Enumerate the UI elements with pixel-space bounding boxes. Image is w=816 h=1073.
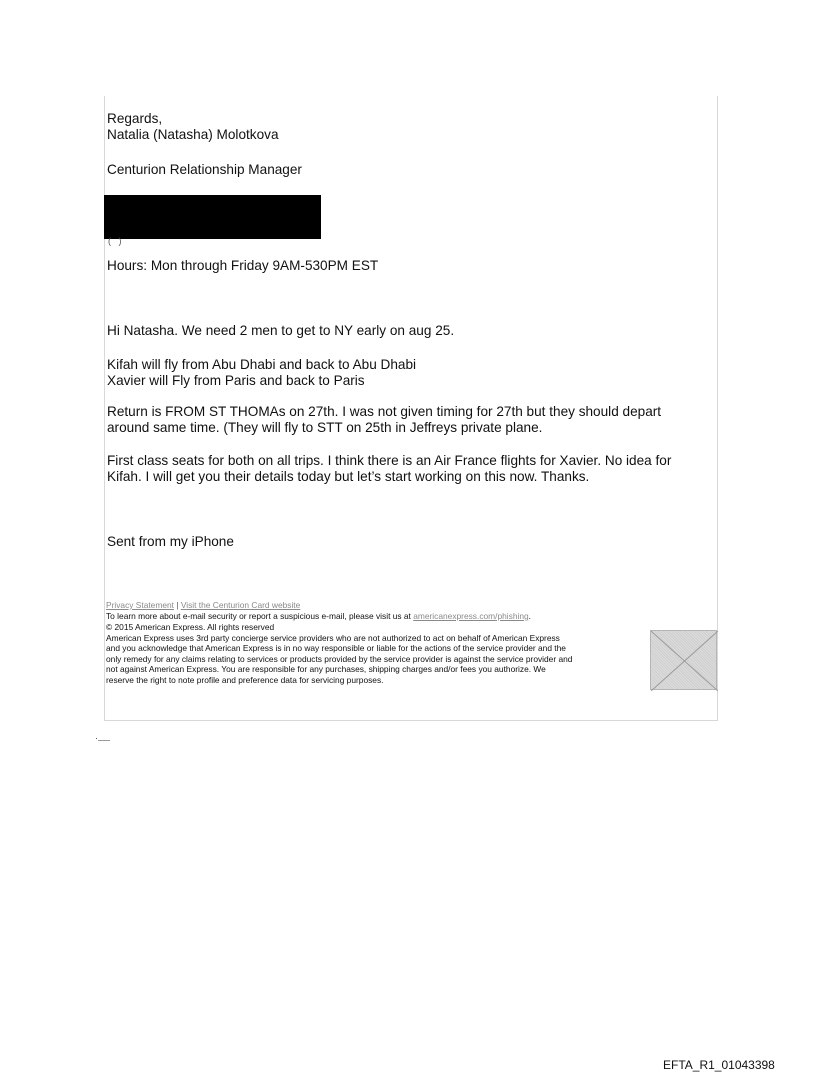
body-return-1: Return is FROM ST THOMAs on 27th. I was not given timing for 27th but they should depart [107, 404, 662, 419]
signature-hours: Hours: Mon through Friday 9AM-530PM EST [107, 258, 379, 273]
broken-image-placeholder [650, 630, 717, 690]
phishing-link[interactable]: americanexpress.com/phishing [413, 611, 529, 621]
redaction-box [104, 195, 321, 239]
signature-closing: Regards, [107, 111, 163, 126]
disclaimer-line: not against American Express. You are responsible for any purchases, shipping charges and/or fees you authorize. We [106, 664, 546, 674]
disclaimer-line: American Express uses 3rd party concierge service providers who are not authorized to act on behalf of American Express [106, 633, 560, 643]
disclaimer-line: reserve the right to note profile and preference data for servicing purposes. [106, 675, 384, 685]
document-id: EFTA_R1_01043398 [663, 1058, 775, 1072]
footer-links [106, 600, 300, 611]
signature-title: Centurion Relationship Manager [107, 162, 302, 177]
privacy-statement-link[interactable]: Privacy Statement [106, 600, 174, 610]
security-text: To learn more about e-mail security or report a suspicious e-mail, please visit us at [106, 611, 414, 621]
footer-copyright: © 2015 American Express. All rights reserved [106, 622, 275, 632]
body-seats-2: Kifah. I will get you their details today but let’s start working on this now. Thanks. [107, 469, 590, 484]
security-suffix: . [528, 611, 531, 621]
body-xavier: Xavier will Fly from Paris and back to Paris [107, 373, 365, 388]
footer-security [106, 611, 531, 622]
broken-image-icon [651, 631, 718, 691]
body-seats-1: First class seats for both on all trips. I think there is an Air France flights for Xavier. No idea for [107, 453, 672, 468]
centurion-website-link[interactable]: Visit the Centurion Card website [180, 600, 301, 610]
sent-from: Sent from my iPhone [107, 534, 234, 549]
footer-separator: | [176, 600, 179, 610]
redaction-remnant: ( ) [108, 236, 122, 246]
stray-mark [96, 738, 110, 741]
body-return-2: around same time. (They will fly to STT on 25th in Jeffreys private plane. [107, 420, 543, 435]
body-greeting: Hi Natasha. We need 2 men to get to NY early on aug 25. [107, 323, 455, 338]
disclaimer-line: only remedy for any claims relating to services or products provided by the service provider is against the service provider and [106, 654, 573, 664]
signature-name: Natalia (Natasha) Molotkova [107, 127, 279, 142]
body-kifah: Kifah will fly from Abu Dhabi and back to Abu Dhabi [107, 357, 417, 372]
disclaimer-line: and you acknowledge that American Express is in no way responsible or liable for the actions of the service provider and the [106, 643, 566, 653]
